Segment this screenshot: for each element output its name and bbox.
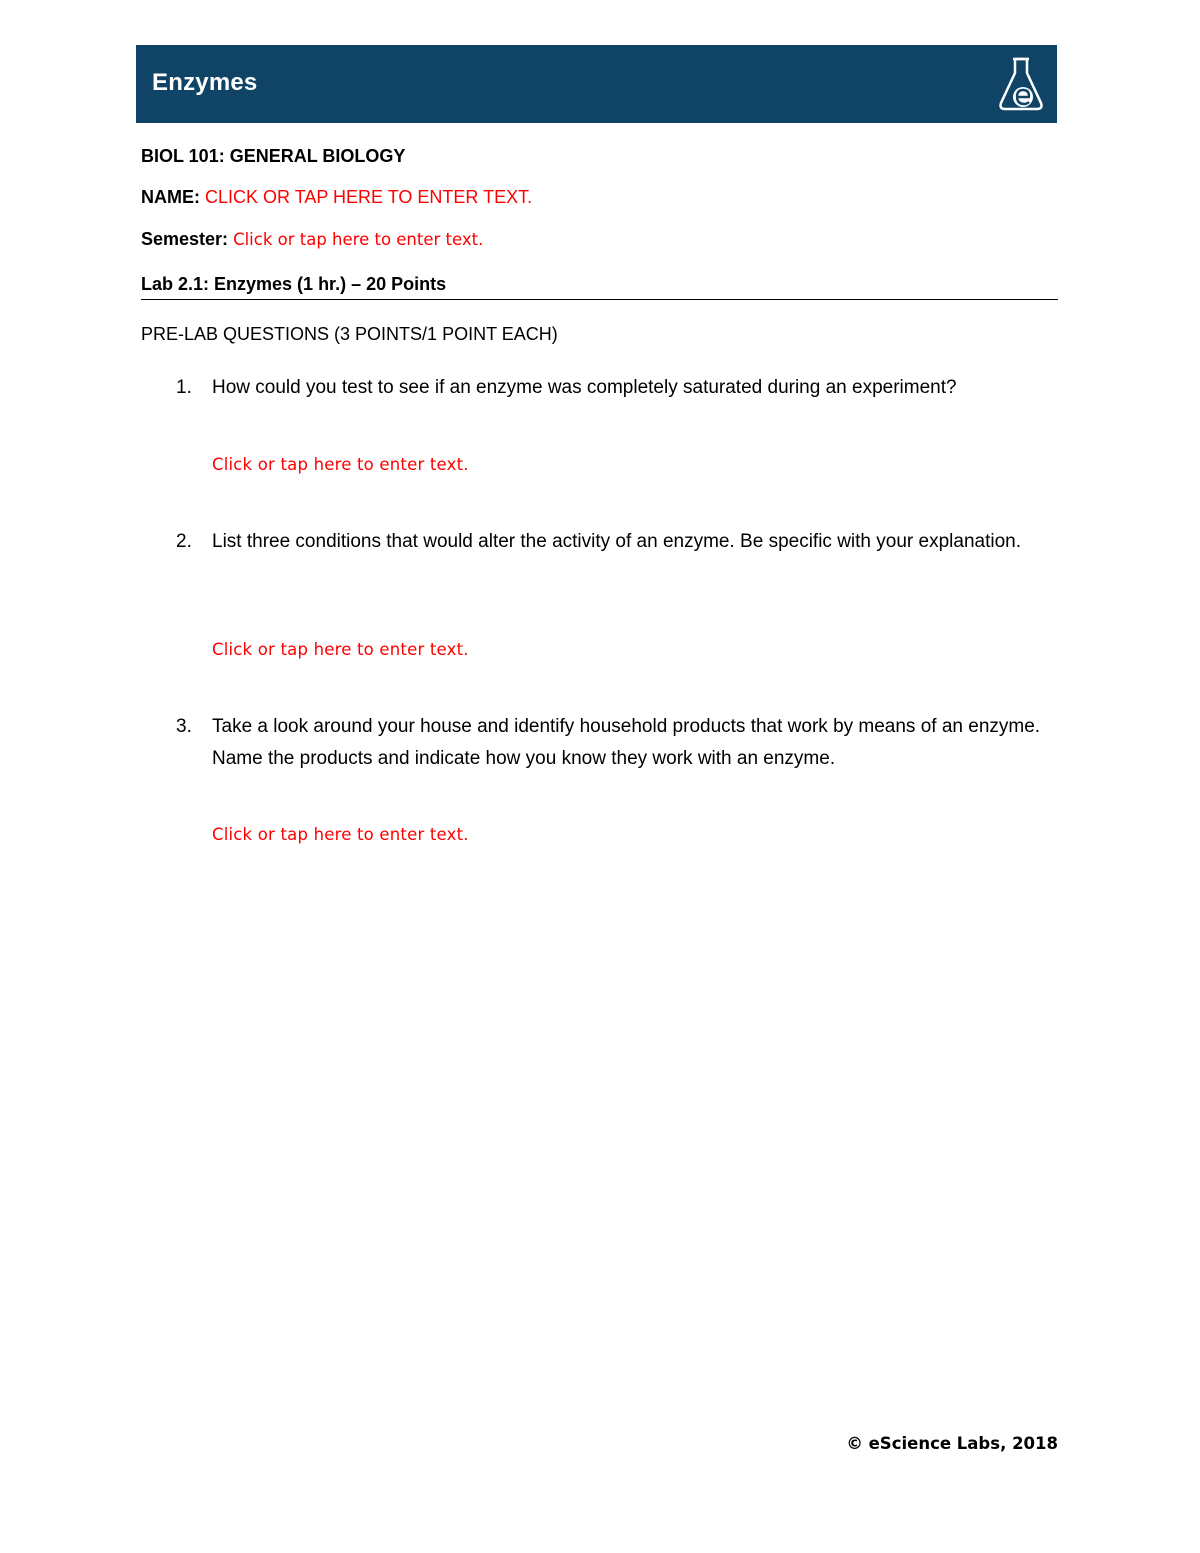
question-text: Take a look around your house and identify household products that work by means of an enzyme. Name the products and indicate how you know they work with an enzyme. xyxy=(212,716,1041,769)
copyright-footer: © eScience Labs, 2018 xyxy=(846,1434,1058,1453)
answer-field-1[interactable]: Click or tap here to enter text. xyxy=(212,455,469,474)
question-1 xyxy=(176,372,1056,404)
question-number: 2. xyxy=(176,531,192,552)
course-title: BIOL 101: GENERAL BIOLOGY xyxy=(141,146,406,166)
divider xyxy=(141,299,1058,300)
prelab-heading: PRE-LAB QUESTIONS (3 POINTS/1 POINT EACH) xyxy=(141,324,558,344)
question-2 xyxy=(176,526,1056,558)
question-number: 1. xyxy=(176,377,192,398)
header-banner xyxy=(136,45,1057,123)
semester-label: Semester: xyxy=(141,229,229,249)
question-number: 3. xyxy=(176,716,192,737)
name-label: NAME: xyxy=(141,187,200,207)
answer-field-3[interactable]: Click or tap here to enter text. xyxy=(212,825,469,844)
answer-field-2[interactable]: Click or tap here to enter text. xyxy=(212,640,469,659)
question-text: How could you test to see if an enzyme was completely saturated during an experiment? xyxy=(212,377,957,398)
semester-field[interactable]: Click or tap here to enter text. xyxy=(233,230,484,249)
name-row xyxy=(141,187,532,208)
question-3 xyxy=(176,711,1056,775)
flask-e-logo-icon xyxy=(997,53,1045,115)
semester-row xyxy=(141,229,483,250)
page-title: Enzymes xyxy=(152,69,258,96)
lab-title: Lab 2.1: Enzymes (1 hr.) – 20 Points xyxy=(141,274,447,294)
question-text: List three conditions that would alter the activity of an enzyme. Be specific with your explanation. xyxy=(212,531,1021,552)
name-field[interactable]: CLICK OR TAP HERE TO ENTER TEXT. xyxy=(205,187,533,207)
